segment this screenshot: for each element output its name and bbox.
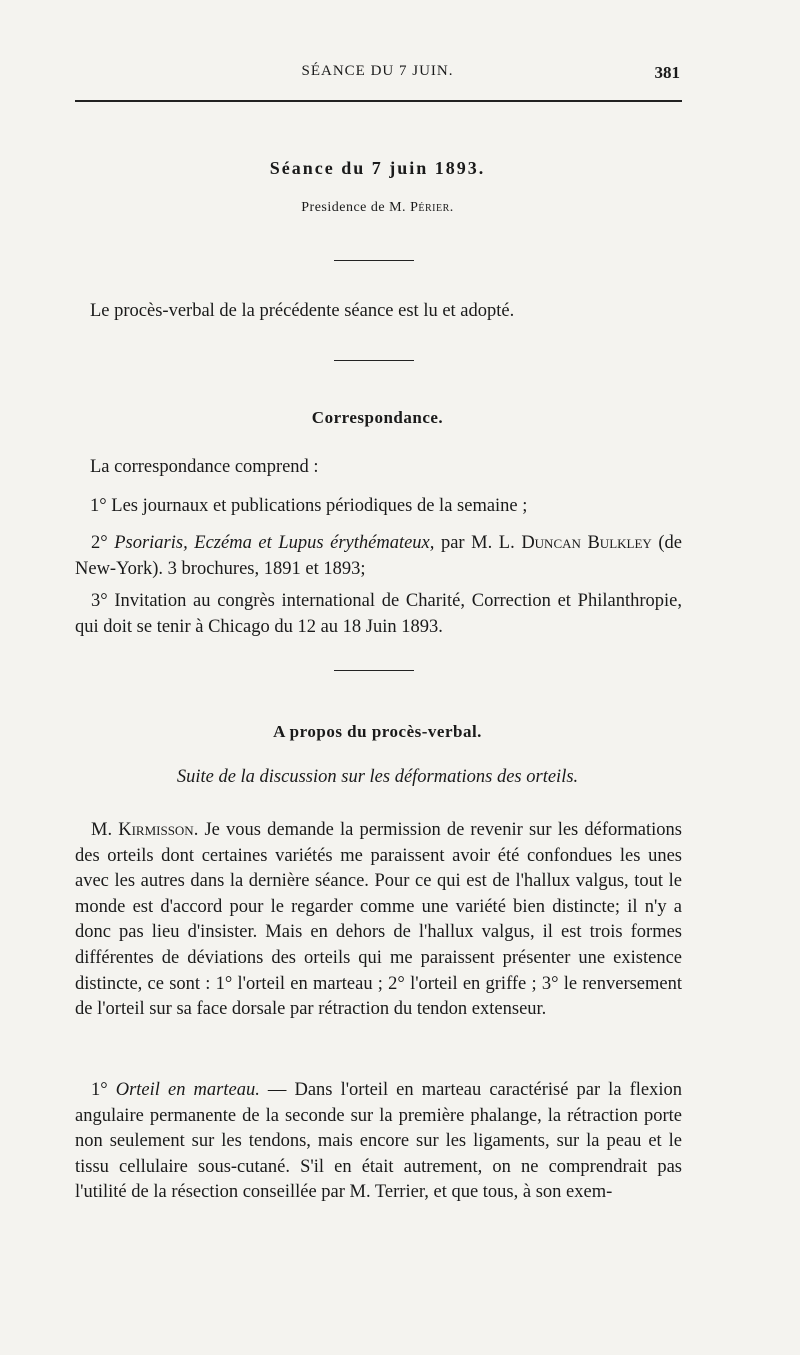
- session-title: Séance du 7 juin 1893.: [269, 158, 486, 178]
- correspondance-item-3: 3° Invitation au congrès international de Charité, Correction et Philanthropie, qui doit se tenir à Chicago du 12 au 18 Juin 1893.: [75, 591, 682, 637]
- speaker-name: M. Kirmisson: [91, 820, 194, 840]
- discussion-subtitle: Suite de la discussion sur les déformations des orteils.: [176, 767, 579, 787]
- item2-author: Duncan Bulkley: [521, 533, 652, 553]
- item2-title: Psoriaris, Eczéma et Lupus érythémateux,: [114, 533, 435, 553]
- minutes-paragraph: Le procès-verbal de la précédente séance est lu et adopté.: [90, 301, 515, 321]
- proces-verbal-heading: A propos du procès-verbal.: [273, 722, 482, 741]
- para2-text: — Dans l'orteil en marteau caractérisé par la flexion angulaire permanente de la seconde sur la première phalange, la rétraction porte non seulement sur les tendons, mais encore sur les ligaments, sur la peau et le tissu cellulaire sous-cutané. S'il en était autrement, on ne comprendrait pas l'utilité de la résection conseillée par M. Terrier, et que tous, à son exem-: [75, 1080, 683, 1203]
- correspondance-intro: La correspondance comprend :: [90, 457, 319, 477]
- correspondance-heading: Correspondance.: [311, 408, 444, 427]
- kirmisson-text: . Je vous demande la permission de revenir sur les déformations des orteils dont certaines variétés me paraissent avoir été confondues les unes avec les autres dans la dernière séance. Pour ce qui est de l'hallux valgus, tout le monde est d'accord pour le regarder comme une variété bien distincte; il n'y a donc pas lieu d'insister. Mais en dehors de l'hallux valgus, il est trois formes différentes de déviations des orteils qui me paraissent présenter une existence distincte, ce sont : 1° l'orteil en marteau ; 2° l'orteil en griffe ; 3° le renversement de l'orteil sur sa face dorsale par rétraction du tendon extenseur.: [75, 820, 682, 1020]
- para2-heading: Orteil en marteau.: [115, 1080, 260, 1100]
- correspondance-item-1: 1° Les journaux et publications périodiques de la semaine ;: [90, 496, 528, 516]
- correspondance-item-2: [75, 531, 682, 582]
- header-rule: [75, 100, 682, 102]
- page-number: 381: [654, 63, 680, 82]
- separator-rule: [334, 360, 414, 361]
- presidence-name: Périer.: [410, 200, 454, 215]
- item2-number: 2°: [91, 533, 115, 553]
- running-head: [75, 63, 680, 87]
- kirmisson-paragraph: [75, 818, 682, 1023]
- item2-par: par M. L.: [434, 533, 522, 553]
- running-title: SÉANCE DU 7 JUIN.: [301, 63, 454, 79]
- presidence-line: [75, 200, 680, 216]
- presidence-prefix: Presidence de M.: [301, 200, 411, 215]
- orteil-marteau-paragraph: [75, 1078, 682, 1206]
- item2-rest: (de New-York). 3 brochures, 1891 et 1893;: [75, 533, 682, 579]
- para2-number: 1°: [91, 1080, 116, 1100]
- separator-rule: [334, 670, 414, 671]
- separator-rule: [334, 260, 414, 261]
